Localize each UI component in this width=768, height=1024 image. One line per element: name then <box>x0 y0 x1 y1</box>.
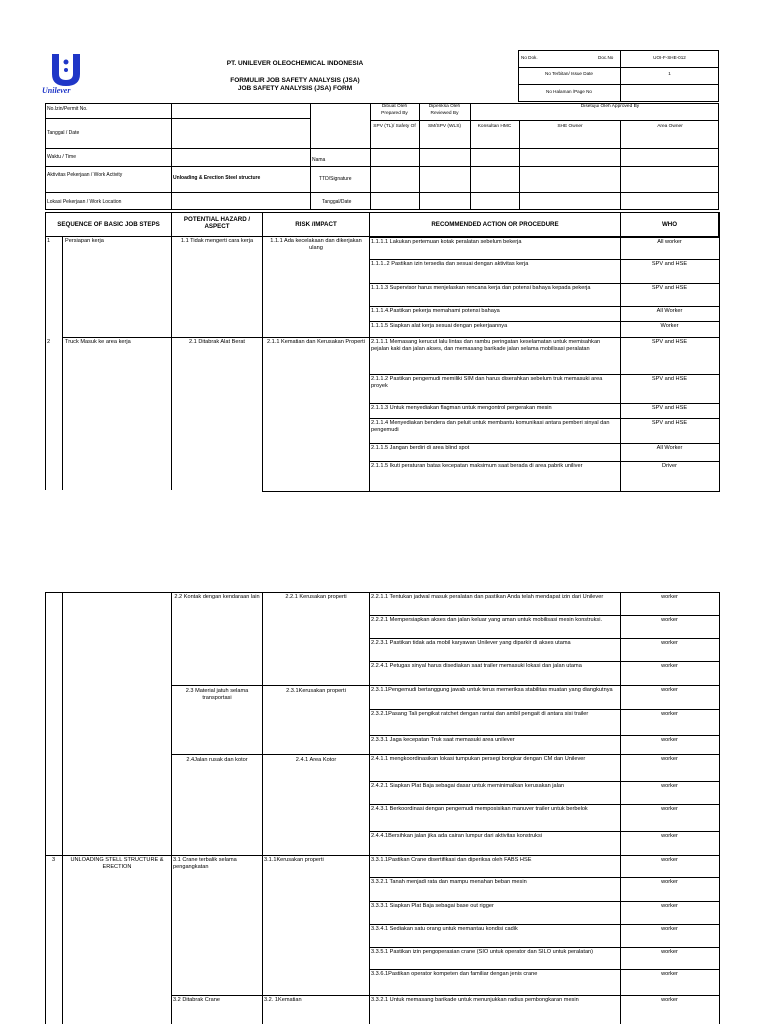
divider <box>369 212 370 492</box>
action-cell: 3.3.2.1 Tanah menjadi rata dan mampu menahan beban mesin <box>371 879 527 885</box>
divider <box>45 166 719 167</box>
who-cell: SPV and HSE <box>651 405 688 411</box>
konsultan-label: Konsultan HMC <box>477 124 512 129</box>
action-cell: 2.2.4.1 Petugas sinyal harus disediakan saat trailer memasuki lokasi dan jalan utama <box>371 663 582 669</box>
row-divider <box>369 804 720 805</box>
row-divider <box>369 418 720 419</box>
action-cell: 3.3.5.1 Pastikan izin pengoperasian crane (SIO untuk operator dan SILO untuk peralatan) <box>371 949 594 955</box>
step-2-no: 2 <box>47 339 51 345</box>
divider <box>62 237 63 490</box>
action-cell: 2.2.1.1 Tentukan jadwal masuk peralatan dan pastikan Anda telah mendapat izin dari Unilever <box>371 594 604 600</box>
who-cell: worker <box>661 806 678 812</box>
divider <box>171 754 370 755</box>
reviewed-label: Diperiksa Oleh Reviewed By <box>428 104 461 116</box>
divider <box>171 995 370 996</box>
who-cell: worker <box>661 857 678 863</box>
spv-label: SPV (TL)/ Safety Of <box>373 124 416 129</box>
risk-2-4-1: 2.4.1 Area Kotor <box>295 757 337 763</box>
step-3-name: UNLOADING STELL STRUCTURE & ERECTION <box>70 857 164 870</box>
action-cell: 1.1.1.4.Pastikan pekerja memahami potensi bahaya <box>371 308 500 314</box>
signature-label: TTD/Signature <box>319 176 352 182</box>
row-divider <box>369 443 720 444</box>
company-name: PT. UNILEVER OLEOCHEMICAL INDONESIA <box>226 60 364 67</box>
who-cell: All worker <box>657 239 682 245</box>
sm-label: SM/SPV (WLS) <box>427 124 462 129</box>
divider <box>62 592 63 1024</box>
risk-2-1-1: 2.1.1 Kematian dan Kerusakan Properti <box>267 339 365 345</box>
divider <box>45 192 719 193</box>
step-2-name: Truck Masuk ke area kerja <box>65 339 131 345</box>
no-dok-label: No Dok. <box>521 55 538 60</box>
action-cell: 2.2.3.1 Pastikan tidak ada mobil karyawan Unilever yang diparkir di akses utama <box>371 640 571 646</box>
logo-text: Unilever <box>42 86 71 95</box>
who-cell: Driver <box>662 463 677 469</box>
divider <box>171 212 172 490</box>
row-divider <box>369 283 720 284</box>
issue-value: 1 <box>668 71 671 76</box>
col-who-header: WHO <box>661 221 678 228</box>
divider <box>519 120 520 210</box>
who-cell: worker <box>661 737 678 743</box>
hazard-3-2: 3.2 Ditabrak Crane <box>173 997 220 1003</box>
row-divider <box>369 615 720 616</box>
who-cell: worker <box>661 879 678 885</box>
who-cell: worker <box>661 903 678 909</box>
row-divider <box>369 709 720 710</box>
who-cell: Worker <box>660 323 679 329</box>
row-divider <box>369 969 720 970</box>
row-divider <box>369 781 720 782</box>
who-cell: worker <box>661 926 678 932</box>
divider <box>45 855 370 856</box>
who-cell: worker <box>661 783 678 789</box>
tanggal-date-label: Tanggal/Date <box>322 199 352 205</box>
row-divider <box>369 306 720 307</box>
hazard-2-4: 2.4Jalan rusak dan kotor <box>186 757 248 763</box>
row-divider <box>369 237 720 238</box>
row-divider <box>369 337 720 338</box>
row-divider <box>369 901 720 902</box>
divider <box>719 592 720 1024</box>
risk-1-1-1: 1.1.1 Ada kecelakaan dan dikerjakan ulang <box>270 238 362 251</box>
divider <box>419 103 420 210</box>
divider <box>171 103 172 210</box>
row-divider <box>369 735 720 736</box>
who-cell: worker <box>661 949 678 955</box>
approved-label: Disetujui Oleh Approved By <box>580 104 640 109</box>
divider <box>45 118 310 119</box>
row-divider <box>369 855 720 856</box>
action-cell: 1.1.1.5 Siapkan alat kerja sesuai dengan pekerjaannya <box>371 323 508 329</box>
who-cell: All Worker <box>656 445 683 451</box>
row-divider <box>369 995 720 996</box>
col-seq-header: SEQUENCE OF BASIC JOB STEPS <box>57 221 160 228</box>
action-cell: 1.1.1..2 Pastikan izin tersedia dan sesuai dengan aktivitas kerja <box>371 261 529 267</box>
action-cell: 2.1.1.4 Menyediakan bendera dan peluit untuk membantu komunikasi antara pemberi sinyal dan pengemudi <box>371 420 610 433</box>
who-cell: worker <box>661 617 678 623</box>
time-label: Waktu / Time <box>47 154 76 160</box>
row-divider <box>369 461 720 462</box>
prepared-label: Dibuat Oleh Prepared By <box>381 104 408 116</box>
divider <box>518 84 719 85</box>
hazard-2-1: 2.1 Ditabrak Alat Berat <box>189 339 245 345</box>
action-cell: 2.1.1.2 Pastikan pengemudi memiliki SIM dan harus diserahkan sebelum truk memasuki area proyek <box>371 376 603 389</box>
action-cell: 2.4.1.1 mengkoordinasikan lokasi tumpukan persegi bongkar dengan CM dan Unilever <box>371 756 586 762</box>
action-cell: 3.3.3.1 Siapkan Plat Baja sebagai base out rigger <box>371 903 494 909</box>
action-cell: 1.1.1.3 Supervisor harus menjelaskan rencana kerja dan potensi bahaya kepada pekerja <box>371 285 591 291</box>
name-label: Nama <box>312 157 326 163</box>
divider <box>262 212 263 492</box>
who-cell: worker <box>661 711 678 717</box>
divider <box>370 120 719 121</box>
hazard-3-1: 3.1 Crane terbalik selama pengangkatan <box>173 857 237 870</box>
col-action-header: RECOMMENDED ACTION OR PROCEDURE <box>431 221 559 228</box>
action-cell: 1.1.1.1 Lakukan pertemuan kotak peralatan sebelum bekerja <box>371 239 522 245</box>
action-cell: 3.3.2.1 Untuk memasang barikade untuk menunjukkan radius pembongkaran mesin <box>371 997 579 1003</box>
row-divider <box>369 947 720 948</box>
step-3-no: 3 <box>51 857 56 863</box>
row-divider <box>369 661 720 662</box>
who-cell: worker <box>661 594 678 600</box>
row-divider <box>369 592 720 593</box>
col-hazard-header: POTENTIAL HAZARD / ASPECT <box>183 216 251 230</box>
risk-2-3-1: 2.3.1Kerusakan properti <box>286 688 346 694</box>
divider <box>45 212 46 490</box>
who-cell: All Worker <box>656 308 683 314</box>
action-cell: 2.2.2.1 Mempersiapkan akses dan jalan keluar yang aman untuk mobilisasi mesin konstruksi. <box>371 617 603 623</box>
action-cell: 2.1.1.1 Memasang kerucut lalu lintas dan rambu peringatan keselamatan untuk memisahkan pejalan kaki dan jalan akses, dan memasang barikade jalan selama mobilisasi peralatan <box>371 339 601 352</box>
hazard-1-1: 1.1 Tidak mengerti cara kerja <box>180 238 254 244</box>
form-title-2: JOB SAFETY ANALYSIS (JSA) FORM <box>237 85 353 92</box>
form-title-1: FORMULIR JOB SAFETY ANALYSIS (JSA) <box>230 77 360 84</box>
row-divider <box>369 685 720 686</box>
row-divider <box>369 924 720 925</box>
row-divider <box>369 321 720 322</box>
divider <box>518 67 719 68</box>
row-divider <box>369 831 720 832</box>
who-cell: worker <box>661 997 678 1003</box>
area-owner-label: Area Owner <box>657 124 683 129</box>
divider <box>470 103 471 210</box>
action-cell: 2.3.1.1Pengemudi bertanggung jawab untuk terus memeriksa stabilitas muatan yang diangkutnya <box>371 687 613 693</box>
who-cell: SPV and HSE <box>651 339 688 345</box>
issue-label: No Terbitan/ Issue Date <box>545 71 593 76</box>
divider <box>369 592 370 1024</box>
who-cell: SPV and HSE <box>651 285 688 291</box>
location-label: Lokasi Pekerjaan / Work Location <box>47 199 122 205</box>
hazard-2-3: 2.3 Material jatuh selama transportasi <box>185 688 249 701</box>
permit-label: No.Izin/Permit No. <box>47 106 88 112</box>
action-cell: 3.3.4.1 Sediakan satu orang untuk memantau kondisi cadik <box>371 926 518 932</box>
row-divider <box>369 259 720 260</box>
who-cell: worker <box>661 663 678 669</box>
risk-2-2-1: 2.2.1 Kerusakan properti <box>285 594 347 600</box>
action-cell: 2.4.2.1 Siapkan Plat Baja sebagai dasar untuk meminimalkan kerusakan jalan <box>371 783 565 789</box>
page-label: No Halaman /Page No <box>546 89 592 94</box>
divider <box>171 592 172 1024</box>
action-cell: 2.4.4.1Bersihkan jalan jika ada cairan lumpur dari aktivitas konstruksi <box>371 833 543 839</box>
action-cell: 2.4.3.1 Berkoordinasi dengan pengemudi memposisikan manuver trailer untuk berbelok <box>371 806 588 812</box>
action-cell: 3.3.6.1Pastikan operator kompeten dan familiar dengan jenis crane <box>371 971 538 977</box>
who-cell: SPV and HSE <box>651 261 688 267</box>
who-cell: SPV and HSE <box>651 420 688 426</box>
divider <box>310 103 311 210</box>
action-cell: 2.1.1.5 Jangan berdiri di area blind spot <box>371 445 470 451</box>
action-cell: 2.1.1.3 Untuk menyediakan flagman untuk mengontrol pergerakan mesin <box>371 405 552 411</box>
risk-3-1-1: 3.1.1Kerusakan properti <box>264 857 324 863</box>
who-cell: worker <box>661 756 678 762</box>
divider <box>262 491 720 492</box>
row-divider <box>369 877 720 878</box>
who-cell: worker <box>661 971 678 977</box>
action-cell: 3.3.1.1Pastikan Crane disertifikasi dan diperiksa oleh FABS HSE <box>371 857 532 863</box>
divider <box>45 592 46 1024</box>
divider <box>370 103 371 210</box>
row-divider <box>369 638 720 639</box>
row-divider <box>369 754 720 755</box>
who-cell: worker <box>661 833 678 839</box>
divider <box>620 120 621 210</box>
date-label: Tanggal / Date <box>47 130 80 136</box>
action-cell: 2.3.2.1Pasang Tali pengikat ratchet dengan rantai dan ambil pengait di antara sisi trailer <box>371 711 589 717</box>
doc-no-label: Doc.No <box>598 55 614 60</box>
who-cell: SPV and HSE <box>651 376 688 382</box>
who-cell: worker <box>661 687 678 693</box>
risk-3-2-1: 3.2. 1Kematian <box>264 997 302 1003</box>
doc-no-value: UOI-F-SHE-012 <box>653 55 686 60</box>
divider <box>719 212 720 492</box>
step-1-name: Persiapan kerja <box>65 238 104 244</box>
divider <box>262 592 263 1024</box>
action-cell: 2.3.3.1 Jaga kecepatan Truk saat memasuki area unilever <box>371 737 515 743</box>
row-divider <box>369 374 720 375</box>
row-divider <box>369 403 720 404</box>
activity-value: Unloading & Erection Steel structure <box>173 175 261 181</box>
activity-label: Aktivitas Pekerjaan / Work Activity <box>47 172 123 178</box>
divider <box>45 148 719 149</box>
step-1-no: 1 <box>47 238 51 244</box>
she-owner-label: SHE Owner <box>557 124 583 129</box>
col-risk-header: RISK /IMPACT <box>295 221 337 228</box>
hazard-2-2: 2.2 Kontak dengan kendaraan lain <box>174 594 260 600</box>
divider <box>171 685 370 686</box>
action-cell: 2.1.1.5 Ikuti peraturan batas kecepatan maksimum saat berada di area pabrik uniliver <box>371 463 583 469</box>
who-cell: worker <box>661 640 678 646</box>
